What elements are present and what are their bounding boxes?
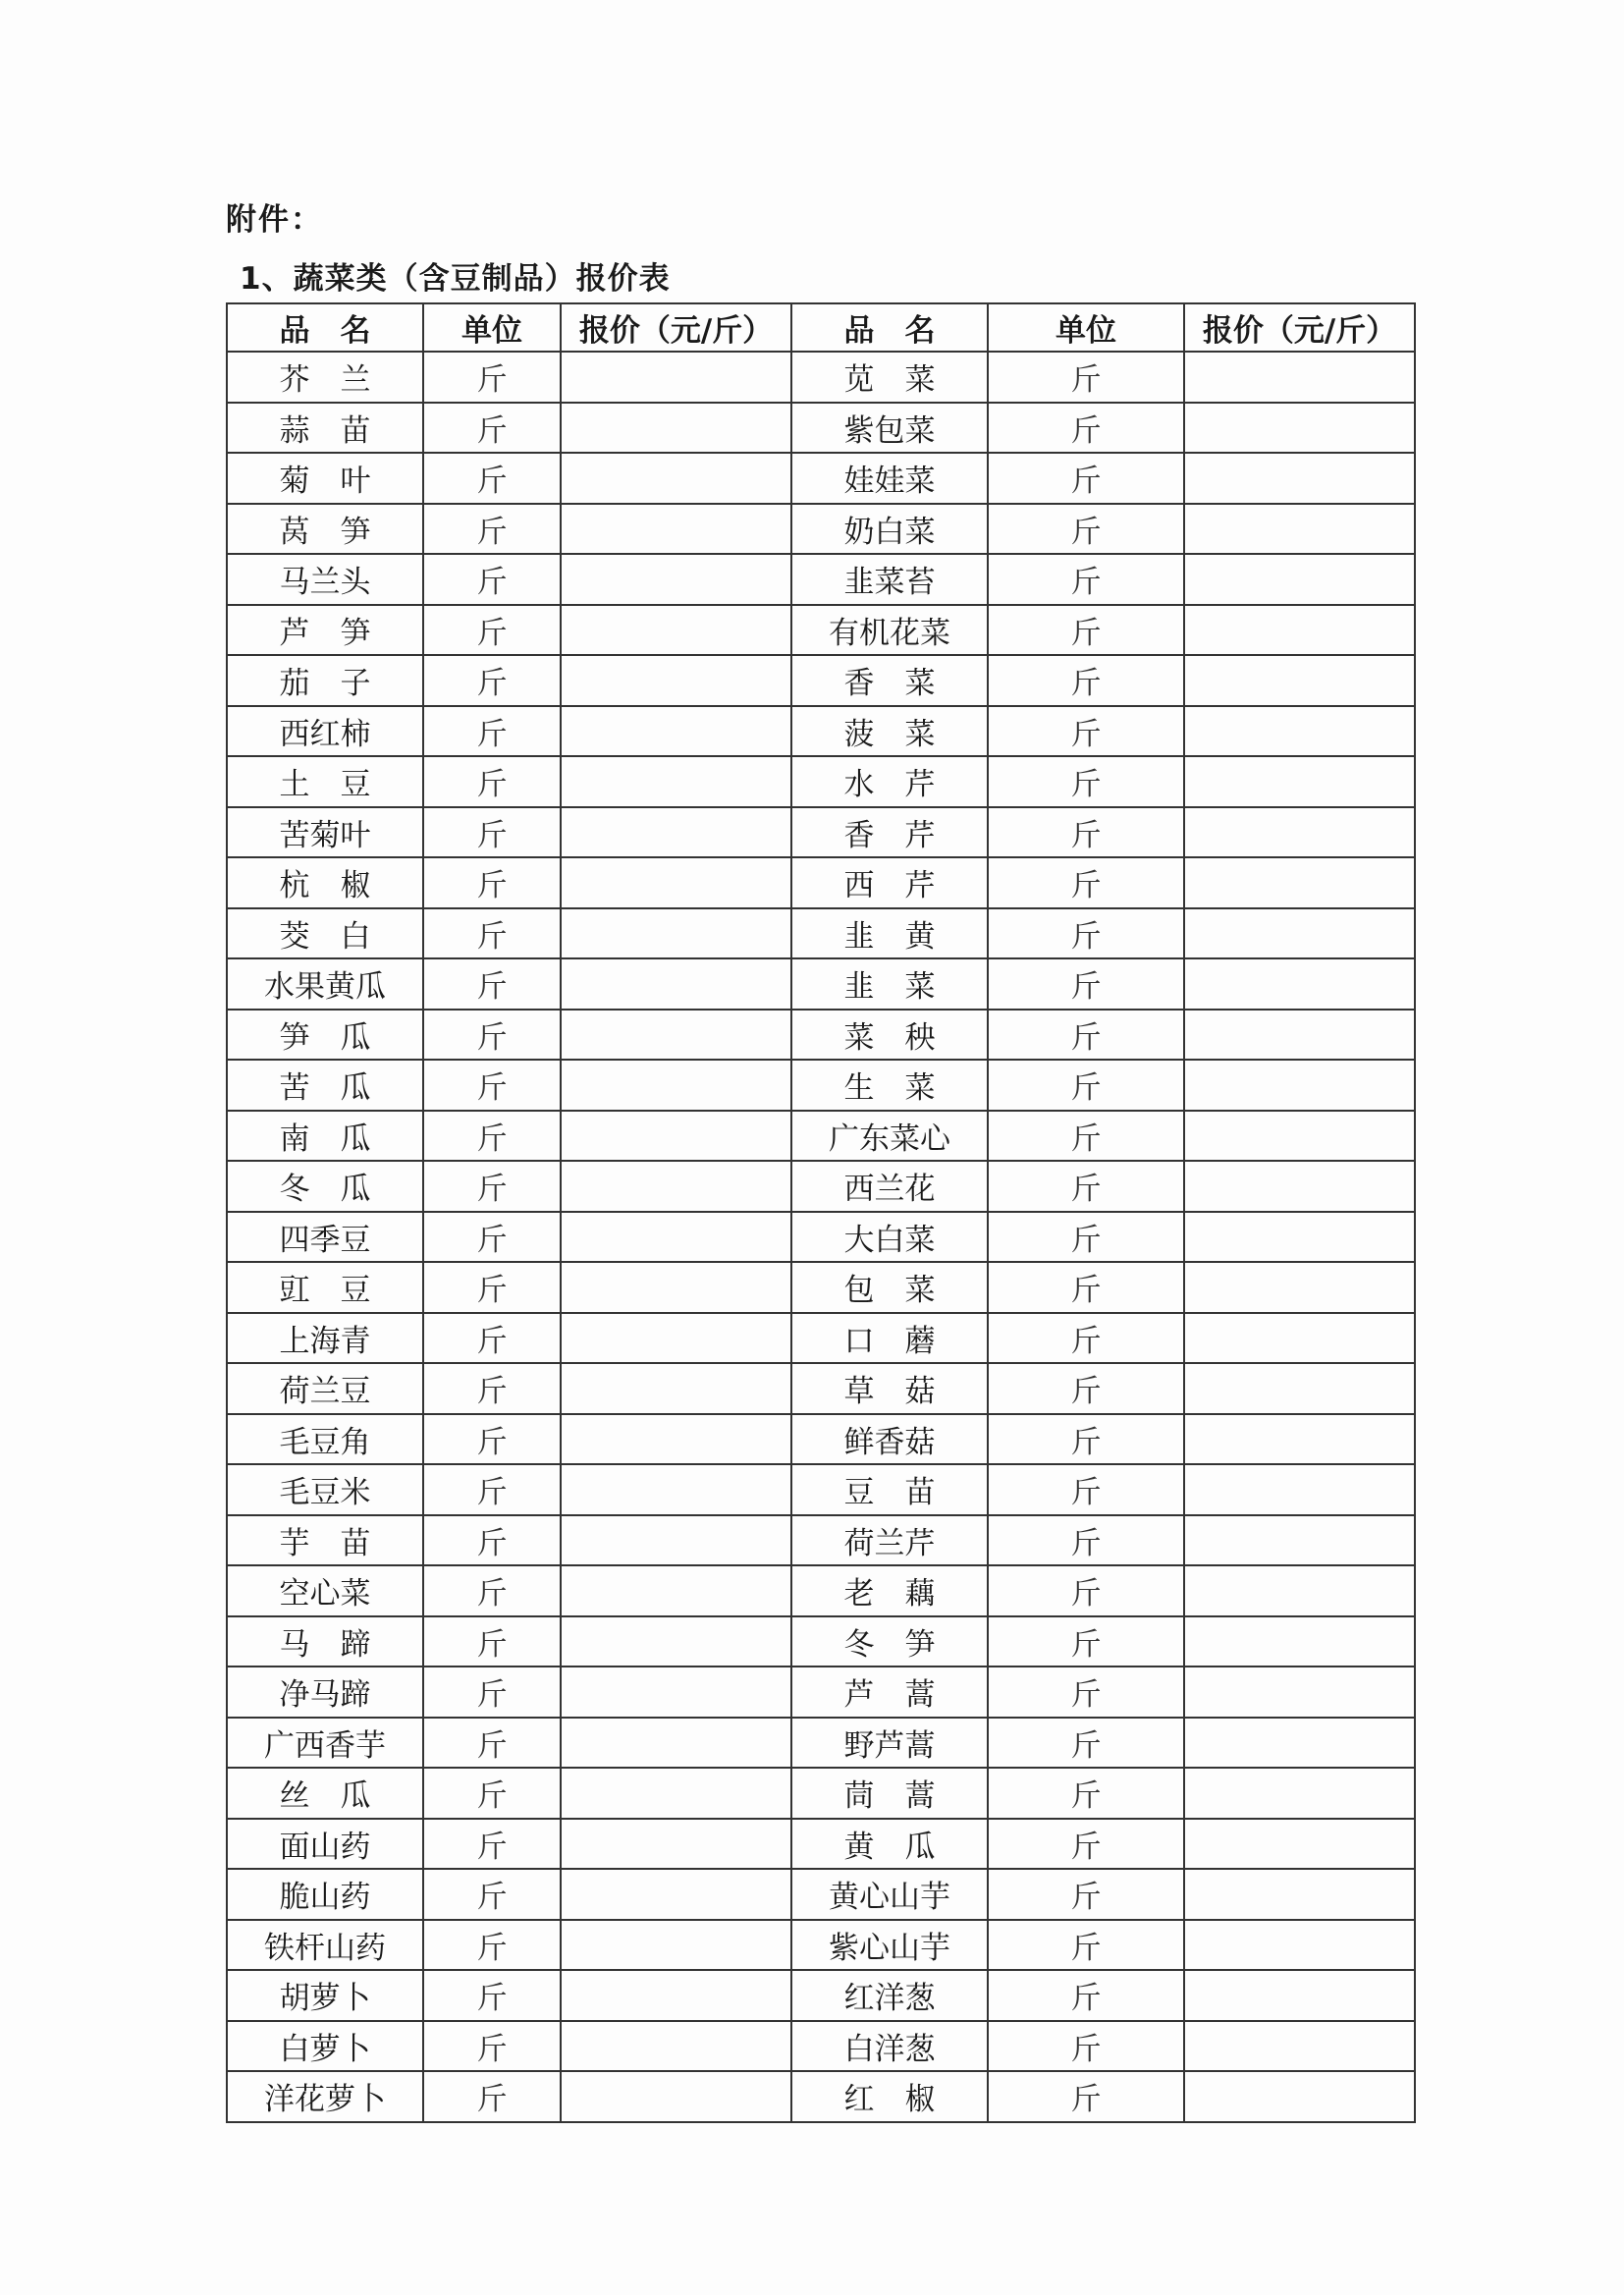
unit-right-cell: 斤 [988, 1920, 1184, 1971]
price-left-cell[interactable] [561, 706, 791, 757]
unit-right-cell: 斤 [988, 1819, 1184, 1870]
unit-left-cell: 斤 [423, 1768, 561, 1819]
item-name-left-cell: 毛豆米 [227, 1464, 423, 1515]
price-left-cell[interactable] [561, 554, 791, 605]
header-price-right: 报价（元/斤） [1184, 303, 1415, 352]
price-right-cell[interactable] [1184, 908, 1415, 959]
item-name-right-cell: 香 菜 [791, 655, 988, 706]
table-row [227, 1819, 1415, 1870]
item-name-left-cell: 白萝卜 [227, 2021, 423, 2072]
item-name-left-cell: 广西香芋 [227, 1718, 423, 1769]
item-name-right-cell: 菜 秧 [791, 1010, 988, 1061]
price-right-cell[interactable] [1184, 1262, 1415, 1313]
unit-left-cell: 斤 [423, 1414, 561, 1465]
item-name-left-cell: 马兰头 [227, 554, 423, 605]
item-name-right-cell: 紫心山芋 [791, 1920, 988, 1971]
item-name-right-cell: 奶白菜 [791, 504, 988, 555]
price-left-cell[interactable] [561, 1768, 791, 1819]
item-name-left-cell: 茭 白 [227, 908, 423, 959]
item-name-left-cell: 苦 瓜 [227, 1060, 423, 1111]
price-left-cell[interactable] [561, 1313, 791, 1364]
item-name-left-cell: 水果黄瓜 [227, 958, 423, 1010]
item-name-left-cell: 芦 笋 [227, 605, 423, 656]
unit-left-cell: 斤 [423, 857, 561, 908]
table-row [227, 1161, 1415, 1212]
item-name-left-cell: 四季豆 [227, 1212, 423, 1263]
table-row [227, 554, 1415, 605]
item-name-right-cell: 口 蘑 [791, 1313, 988, 1364]
unit-left-cell: 斤 [423, 453, 561, 504]
item-name-left-cell: 莴 笋 [227, 504, 423, 555]
table-row [227, 403, 1415, 454]
unit-left-cell: 斤 [423, 706, 561, 757]
unit-left-cell: 斤 [423, 554, 561, 605]
header-item-name-left: 品 名 [227, 303, 423, 352]
table-header-row [227, 303, 1415, 352]
table-row [227, 958, 1415, 1010]
item-name-left-cell: 芋 苗 [227, 1515, 423, 1566]
table-row [227, 1667, 1415, 1718]
unit-right-cell: 斤 [988, 403, 1184, 454]
unit-left-cell: 斤 [423, 1616, 561, 1667]
unit-left-cell: 斤 [423, 1363, 561, 1414]
price-right-cell[interactable] [1184, 554, 1415, 605]
item-name-left-cell: 上海青 [227, 1313, 423, 1364]
item-name-left-cell: 脆山药 [227, 1869, 423, 1920]
unit-left-cell: 斤 [423, 1718, 561, 1769]
item-name-right-cell: 荷兰芹 [791, 1515, 988, 1566]
table-title: 1、蔬菜类（含豆制品）报价表 [240, 261, 671, 297]
price-right-cell[interactable] [1184, 1718, 1415, 1769]
table-row [227, 857, 1415, 908]
item-name-left-cell: 笋 瓜 [227, 1010, 423, 1061]
item-name-right-cell: 黄 瓜 [791, 1819, 988, 1870]
item-name-right-cell: 韭 菜 [791, 958, 988, 1010]
item-name-right-cell: 菠 菜 [791, 706, 988, 757]
table-row [227, 1768, 1415, 1819]
attachment-label: 附件： [226, 202, 323, 238]
unit-right-cell: 斤 [988, 1616, 1184, 1667]
item-name-right-cell: 生 菜 [791, 1060, 988, 1111]
unit-right-cell: 斤 [988, 2071, 1184, 2122]
item-name-left-cell: 杭 椒 [227, 857, 423, 908]
unit-left-cell: 斤 [423, 958, 561, 1010]
price-right-cell[interactable] [1184, 1819, 1415, 1870]
unit-left-cell: 斤 [423, 403, 561, 454]
table-row [227, 1010, 1415, 1061]
unit-left-cell: 斤 [423, 1161, 561, 1212]
table-row [227, 1565, 1415, 1616]
unit-left-cell: 斤 [423, 1010, 561, 1061]
item-name-left-cell: 菊 叶 [227, 453, 423, 504]
price-right-cell[interactable] [1184, 1869, 1415, 1920]
unit-right-cell: 斤 [988, 1464, 1184, 1515]
price-left-cell[interactable] [561, 1515, 791, 1566]
price-left-cell[interactable] [561, 958, 791, 1010]
item-name-right-cell: 草 菇 [791, 1363, 988, 1414]
table-row [227, 655, 1415, 706]
price-right-cell[interactable] [1184, 1363, 1415, 1414]
unit-right-cell: 斤 [988, 1060, 1184, 1111]
price-right-cell[interactable] [1184, 403, 1415, 454]
item-name-left-cell: 茄 子 [227, 655, 423, 706]
price-right-cell[interactable] [1184, 1313, 1415, 1364]
item-name-left-cell: 西红柿 [227, 706, 423, 757]
price-left-cell[interactable] [561, 1262, 791, 1313]
price-left-cell[interactable] [561, 908, 791, 959]
unit-right-cell: 斤 [988, 1111, 1184, 1162]
unit-left-cell: 斤 [423, 605, 561, 656]
unit-right-cell: 斤 [988, 1869, 1184, 1920]
item-name-left-cell: 蒜 苗 [227, 403, 423, 454]
table-row [227, 1212, 1415, 1263]
unit-left-cell: 斤 [423, 1111, 561, 1162]
table-row [227, 1920, 1415, 1971]
price-right-cell[interactable] [1184, 756, 1415, 807]
table-row [227, 1363, 1415, 1414]
item-name-left-cell: 南 瓜 [227, 1111, 423, 1162]
price-left-cell[interactable] [561, 1565, 791, 1616]
item-name-right-cell: 白洋葱 [791, 2021, 988, 2072]
item-name-right-cell: 芦 蒿 [791, 1667, 988, 1718]
item-name-right-cell: 红 椒 [791, 2071, 988, 2122]
table-row [227, 1515, 1415, 1566]
unit-right-cell: 斤 [988, 2021, 1184, 2072]
unit-right-cell: 斤 [988, 453, 1184, 504]
table-row [227, 1616, 1415, 1667]
price-left-cell[interactable] [561, 453, 791, 504]
item-name-left-cell: 荷兰豆 [227, 1363, 423, 1414]
unit-right-cell: 斤 [988, 706, 1184, 757]
unit-right-cell: 斤 [988, 1970, 1184, 2021]
unit-left-cell: 斤 [423, 1262, 561, 1313]
item-name-right-cell: 有机花菜 [791, 605, 988, 656]
unit-right-cell: 斤 [988, 1515, 1184, 1566]
item-name-right-cell: 茼 蒿 [791, 1768, 988, 1819]
price-right-cell[interactable] [1184, 1616, 1415, 1667]
unit-right-cell: 斤 [988, 958, 1184, 1010]
table-row [227, 1313, 1415, 1364]
item-name-right-cell: 韭 黄 [791, 908, 988, 959]
unit-left-cell: 斤 [423, 1212, 561, 1263]
item-name-left-cell: 面山药 [227, 1819, 423, 1870]
price-right-cell[interactable] [1184, 1161, 1415, 1212]
price-left-cell[interactable] [561, 1010, 791, 1061]
unit-right-cell: 斤 [988, 1768, 1184, 1819]
unit-right-cell: 斤 [988, 605, 1184, 656]
item-name-right-cell: 鲜香菇 [791, 1414, 988, 1465]
unit-right-cell: 斤 [988, 857, 1184, 908]
price-left-cell[interactable] [561, 1920, 791, 1971]
item-name-left-cell: 毛豆角 [227, 1414, 423, 1465]
price-right-cell[interactable] [1184, 1920, 1415, 1971]
item-name-left-cell: 马 蹄 [227, 1616, 423, 1667]
unit-left-cell: 斤 [423, 756, 561, 807]
price-left-cell[interactable] [561, 1161, 791, 1212]
header-price-left: 报价（元/斤） [561, 303, 791, 352]
item-name-right-cell: 韭菜苔 [791, 554, 988, 605]
item-name-right-cell: 豆 苗 [791, 1464, 988, 1515]
item-name-right-cell: 老 藕 [791, 1565, 988, 1616]
unit-right-cell: 斤 [988, 1212, 1184, 1263]
unit-left-cell: 斤 [423, 1060, 561, 1111]
unit-right-cell: 斤 [988, 1414, 1184, 1465]
unit-left-cell: 斤 [423, 352, 561, 403]
price-left-cell[interactable] [561, 504, 791, 555]
price-right-cell[interactable] [1184, 857, 1415, 908]
header-unit-left: 单位 [423, 303, 561, 352]
table-row [227, 605, 1415, 656]
table-row [227, 1970, 1415, 2021]
unit-left-cell: 斤 [423, 1667, 561, 1718]
unit-right-cell: 斤 [988, 908, 1184, 959]
price-left-cell[interactable] [561, 1414, 791, 1465]
price-left-cell[interactable] [561, 655, 791, 706]
price-left-cell[interactable] [561, 1667, 791, 1718]
price-left-cell[interactable] [561, 403, 791, 454]
table-row [227, 2071, 1415, 2122]
table-row [227, 807, 1415, 858]
unit-right-cell: 斤 [988, 1010, 1184, 1061]
price-right-cell[interactable] [1184, 1970, 1415, 2021]
unit-left-cell: 斤 [423, 1313, 561, 1364]
price-left-cell[interactable] [561, 1464, 791, 1515]
unit-right-cell: 斤 [988, 1667, 1184, 1718]
item-name-right-cell: 娃娃菜 [791, 453, 988, 504]
price-left-cell[interactable] [561, 756, 791, 807]
unit-left-cell: 斤 [423, 908, 561, 959]
unit-left-cell: 斤 [423, 1565, 561, 1616]
table-row [227, 504, 1415, 555]
unit-right-cell: 斤 [988, 1161, 1184, 1212]
table-row [227, 453, 1415, 504]
price-left-cell[interactable] [561, 1060, 791, 1111]
unit-right-cell: 斤 [988, 1565, 1184, 1616]
unit-left-cell: 斤 [423, 655, 561, 706]
price-right-cell[interactable] [1184, 958, 1415, 1010]
unit-left-cell: 斤 [423, 1869, 561, 1920]
table-row [227, 1464, 1415, 1515]
table-row [227, 1718, 1415, 1769]
table-row [227, 1414, 1415, 1465]
price-right-cell[interactable] [1184, 2071, 1415, 2122]
price-left-cell[interactable] [561, 1869, 791, 1920]
item-name-right-cell: 大白菜 [791, 1212, 988, 1263]
price-right-cell[interactable] [1184, 807, 1415, 858]
item-name-right-cell: 西 芹 [791, 857, 988, 908]
price-right-cell[interactable] [1184, 1515, 1415, 1566]
item-name-right-cell: 苋 菜 [791, 352, 988, 403]
unit-right-cell: 斤 [988, 1313, 1184, 1364]
unit-right-cell: 斤 [988, 554, 1184, 605]
price-right-cell[interactable] [1184, 655, 1415, 706]
unit-left-cell: 斤 [423, 1920, 561, 1971]
header-item-name-right: 品 名 [791, 303, 988, 352]
item-name-right-cell: 包 菜 [791, 1262, 988, 1313]
item-name-left-cell: 胡萝卜 [227, 1970, 423, 2021]
price-left-cell[interactable] [561, 807, 791, 858]
item-name-right-cell: 野芦蒿 [791, 1718, 988, 1769]
unit-left-cell: 斤 [423, 504, 561, 555]
price-right-cell[interactable] [1184, 1111, 1415, 1162]
table-row [227, 1262, 1415, 1313]
item-name-left-cell: 芥 兰 [227, 352, 423, 403]
table-body [227, 352, 1415, 2122]
price-left-cell[interactable] [561, 857, 791, 908]
item-name-right-cell: 冬 笋 [791, 1616, 988, 1667]
unit-left-cell: 斤 [423, 1970, 561, 2021]
table-row [227, 1060, 1415, 1111]
price-left-cell[interactable] [561, 1616, 791, 1667]
price-left-cell[interactable] [561, 1819, 791, 1870]
price-right-cell[interactable] [1184, 1768, 1415, 1819]
unit-left-cell: 斤 [423, 2021, 561, 2072]
unit-right-cell: 斤 [988, 352, 1184, 403]
item-name-left-cell: 洋花萝卜 [227, 2071, 423, 2122]
table-row [227, 756, 1415, 807]
table-row [227, 1111, 1415, 1162]
unit-right-cell: 斤 [988, 655, 1184, 706]
unit-left-cell: 斤 [423, 1819, 561, 1870]
table-row [227, 908, 1415, 959]
price-right-cell[interactable] [1184, 453, 1415, 504]
item-name-right-cell: 香 芹 [791, 807, 988, 858]
price-right-cell[interactable] [1184, 1060, 1415, 1111]
item-name-left-cell: 铁杆山药 [227, 1920, 423, 1971]
price-left-cell[interactable] [561, 2021, 791, 2072]
price-right-cell[interactable] [1184, 1414, 1415, 1465]
item-name-left-cell: 空心菜 [227, 1565, 423, 1616]
table-row [227, 2021, 1415, 2072]
item-name-right-cell: 黄心山芋 [791, 1869, 988, 1920]
unit-right-cell: 斤 [988, 504, 1184, 555]
item-name-right-cell: 广东菜心 [791, 1111, 988, 1162]
item-name-left-cell: 净马蹄 [227, 1667, 423, 1718]
unit-right-cell: 斤 [988, 807, 1184, 858]
item-name-right-cell: 水 芹 [791, 756, 988, 807]
item-name-right-cell: 红洋葱 [791, 1970, 988, 2021]
unit-right-cell: 斤 [988, 1262, 1184, 1313]
item-name-left-cell: 丝 瓜 [227, 1768, 423, 1819]
item-name-left-cell: 豇 豆 [227, 1262, 423, 1313]
unit-right-cell: 斤 [988, 756, 1184, 807]
price-left-cell[interactable] [561, 1363, 791, 1414]
price-right-cell[interactable] [1184, 1212, 1415, 1263]
item-name-right-cell: 紫包菜 [791, 403, 988, 454]
item-name-left-cell: 土 豆 [227, 756, 423, 807]
price-right-cell[interactable] [1184, 1010, 1415, 1061]
price-right-cell[interactable] [1184, 2021, 1415, 2072]
header-unit-right: 单位 [988, 303, 1184, 352]
price-left-cell[interactable] [561, 605, 791, 656]
price-right-cell[interactable] [1184, 1565, 1415, 1616]
unit-left-cell: 斤 [423, 807, 561, 858]
price-left-cell[interactable] [561, 352, 791, 403]
unit-left-cell: 斤 [423, 1515, 561, 1566]
price-left-cell[interactable] [561, 1970, 791, 2021]
table-row [227, 352, 1415, 403]
table-row [227, 1869, 1415, 1920]
item-name-left-cell: 苦菊叶 [227, 807, 423, 858]
item-name-right-cell: 西兰花 [791, 1161, 988, 1212]
unit-right-cell: 斤 [988, 1718, 1184, 1769]
price-right-cell[interactable] [1184, 605, 1415, 656]
price-right-cell[interactable] [1184, 504, 1415, 555]
unit-left-cell: 斤 [423, 1464, 561, 1515]
price-left-cell[interactable] [561, 1212, 791, 1263]
price-right-cell[interactable] [1184, 352, 1415, 403]
price-right-cell[interactable] [1184, 706, 1415, 757]
price-quote-table [226, 302, 1416, 2123]
unit-left-cell: 斤 [423, 2071, 561, 2122]
price-right-cell[interactable] [1184, 1667, 1415, 1718]
price-left-cell[interactable] [561, 1718, 791, 1769]
price-left-cell[interactable] [561, 1111, 791, 1162]
unit-right-cell: 斤 [988, 1363, 1184, 1414]
item-name-left-cell: 冬 瓜 [227, 1161, 423, 1212]
price-right-cell[interactable] [1184, 1464, 1415, 1515]
price-left-cell[interactable] [561, 2071, 791, 2122]
table-row [227, 706, 1415, 757]
